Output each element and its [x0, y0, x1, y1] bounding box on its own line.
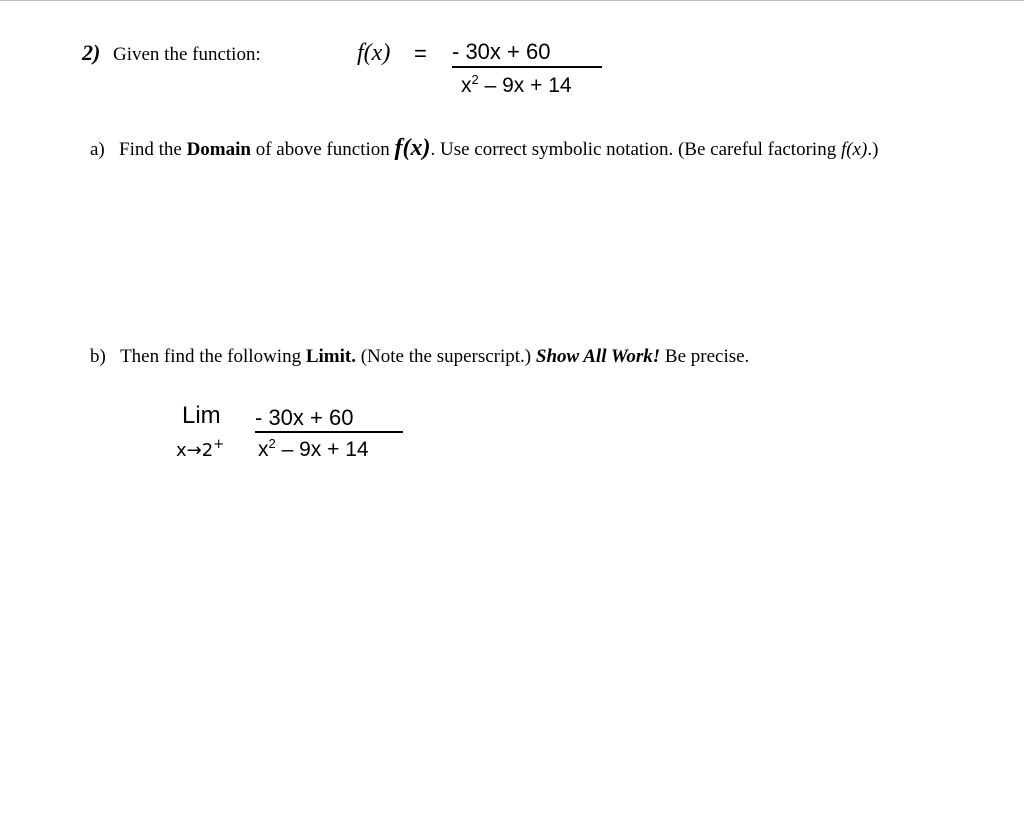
problem-number: 2)	[82, 40, 101, 65]
exponent: 2	[268, 436, 276, 451]
equals-sign: =	[414, 41, 427, 66]
limit-fraction-bar	[255, 431, 403, 433]
function-denominator: $x^2 - 9x + 14$	[461, 72, 572, 97]
limit-keyword: Limit.	[305, 346, 356, 367]
function-numerator: - 30x + 60	[452, 39, 551, 64]
part-b-label: b)	[90, 346, 106, 367]
limit-numerator: - 30x + 60	[255, 405, 354, 430]
exponent: 2	[471, 72, 479, 87]
part-b-prompt: b) Then find the following Limit. (Note the superscript.) Show All Work! Be precise.	[90, 346, 750, 367]
function-fraction-bar	[452, 66, 602, 68]
limit-approach: x→2+	[176, 437, 225, 461]
limit-word: Lim	[182, 402, 221, 429]
show-work-emphasis: Show All Work!	[535, 346, 661, 367]
function-bold: f(x)	[394, 135, 431, 161]
top-rule	[0, 0, 1024, 1]
function-name: f(x)	[357, 40, 391, 66]
part-a-prompt: a) Find the Domain of above function f(x). Use correct symbolic notation. (Be careful factoring f(x).)	[90, 135, 879, 161]
function-italic: f(x)	[840, 139, 868, 160]
part-a-label: a)	[90, 139, 105, 160]
limit-denominator: $x^2 - 9x + 14$	[258, 436, 369, 461]
right-hand-superscript: +	[213, 437, 225, 452]
domain-keyword: Domain	[186, 139, 251, 160]
given-label: Given the function:	[113, 44, 261, 65]
